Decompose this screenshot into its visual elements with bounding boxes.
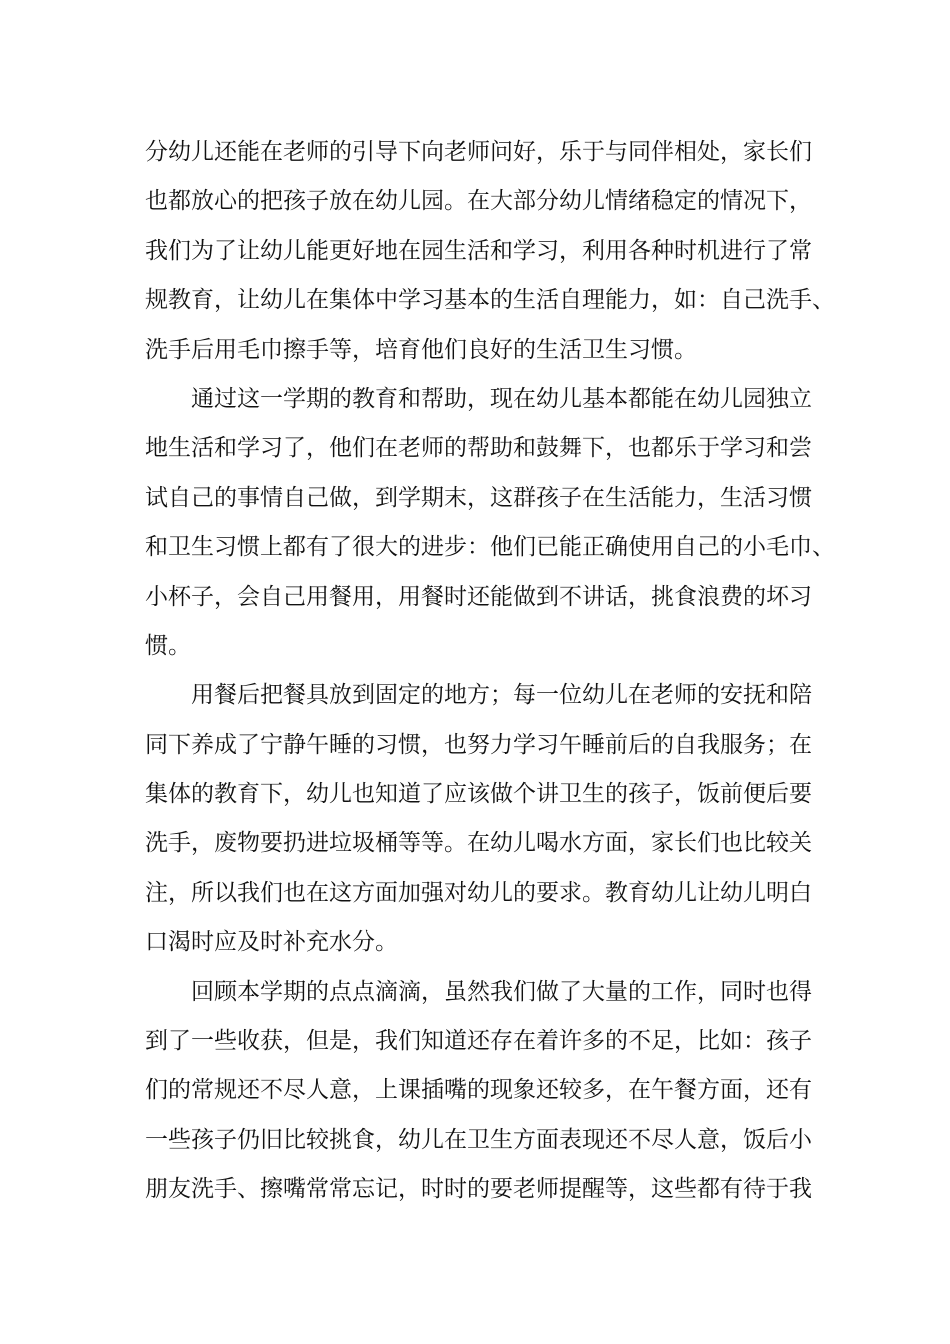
text-line: 和卫生习惯上都有了很大的进步：他们已能正确使用自己的小毛巾、 [145,534,835,561]
text-line: 到了一些收获，但是，我们知道还存在着许多的不足，比如：孩子 [145,1028,812,1055]
text-line: 分幼儿还能在老师的引导下向老师问好，乐于与同伴相处，家长们 [145,139,812,165]
paragraph-first-line: 用餐后把餐具放到固定的地方；每一位幼儿在老师的安抚和陪 [191,682,812,709]
text-line: 试自己的事情自己做，到学期末，这群孩子在生活能力，生活习惯 [145,484,812,511]
text-line: 口渴时应及时补充水分。 [145,929,398,956]
text-line: 朋友洗手、擦嘴常常忘记，时时的要老师提醒等，这些都有待于我 [145,1176,812,1203]
text-line: 同下养成了宁静午睡的习惯，也努力学习午睡前后的自我服务；在 [145,731,812,758]
text-line: 规教育，让幼儿在集体中学习基本的生活自理能力，如：自己洗手、 [145,287,835,314]
paragraph-first-line: 回顾本学期的点点滴滴，虽然我们做了大量的工作，同时也得 [191,978,812,1005]
text-line: 洗手后用毛巾擦手等，培育他们良好的生活卫生习惯。 [145,336,697,363]
text-line: 洗手，废物要扔进垃圾桶等等。在幼儿喝水方面，家长们也比较关 [145,830,812,857]
text-line: 也都放心的把孩子放在幼儿园。在大部分幼儿情绪稳定的情况下， [145,188,812,215]
text-line: 注，所以我们也在这方面加强对幼儿的要求。教育幼儿让幼儿明白 [145,879,812,906]
text-line: 们的常规还不尽人意，上课插嘴的现象还较多，在午餐方面，还有 [145,1077,812,1104]
text-line: 惯。 [145,632,191,659]
text-line: 一些孩子仍旧比较挑食，幼儿在卫生方面表现还不尽人意，饭后小 [145,1126,812,1153]
text-line: 集体的教育下，幼儿也知道了应该做个讲卫生的孩子，饭前便后要 [145,781,812,808]
text-line: 我们为了让幼儿能更好地在园生活和学习，利用各种时机进行了常 [145,237,812,264]
body-text [145,128,835,1215]
text-line: 小杯子，会自己用餐用，用餐时还能做到不讲话，挑食浪费的坏习 [145,583,812,610]
text-line: 地生活和学习了，他们在老师的帮助和鼓舞下，也都乐于学习和尝 [145,435,812,462]
paragraph-first-line: 通过这一学期的教育和帮助，现在幼儿基本都能在幼儿园独立 [191,385,812,412]
